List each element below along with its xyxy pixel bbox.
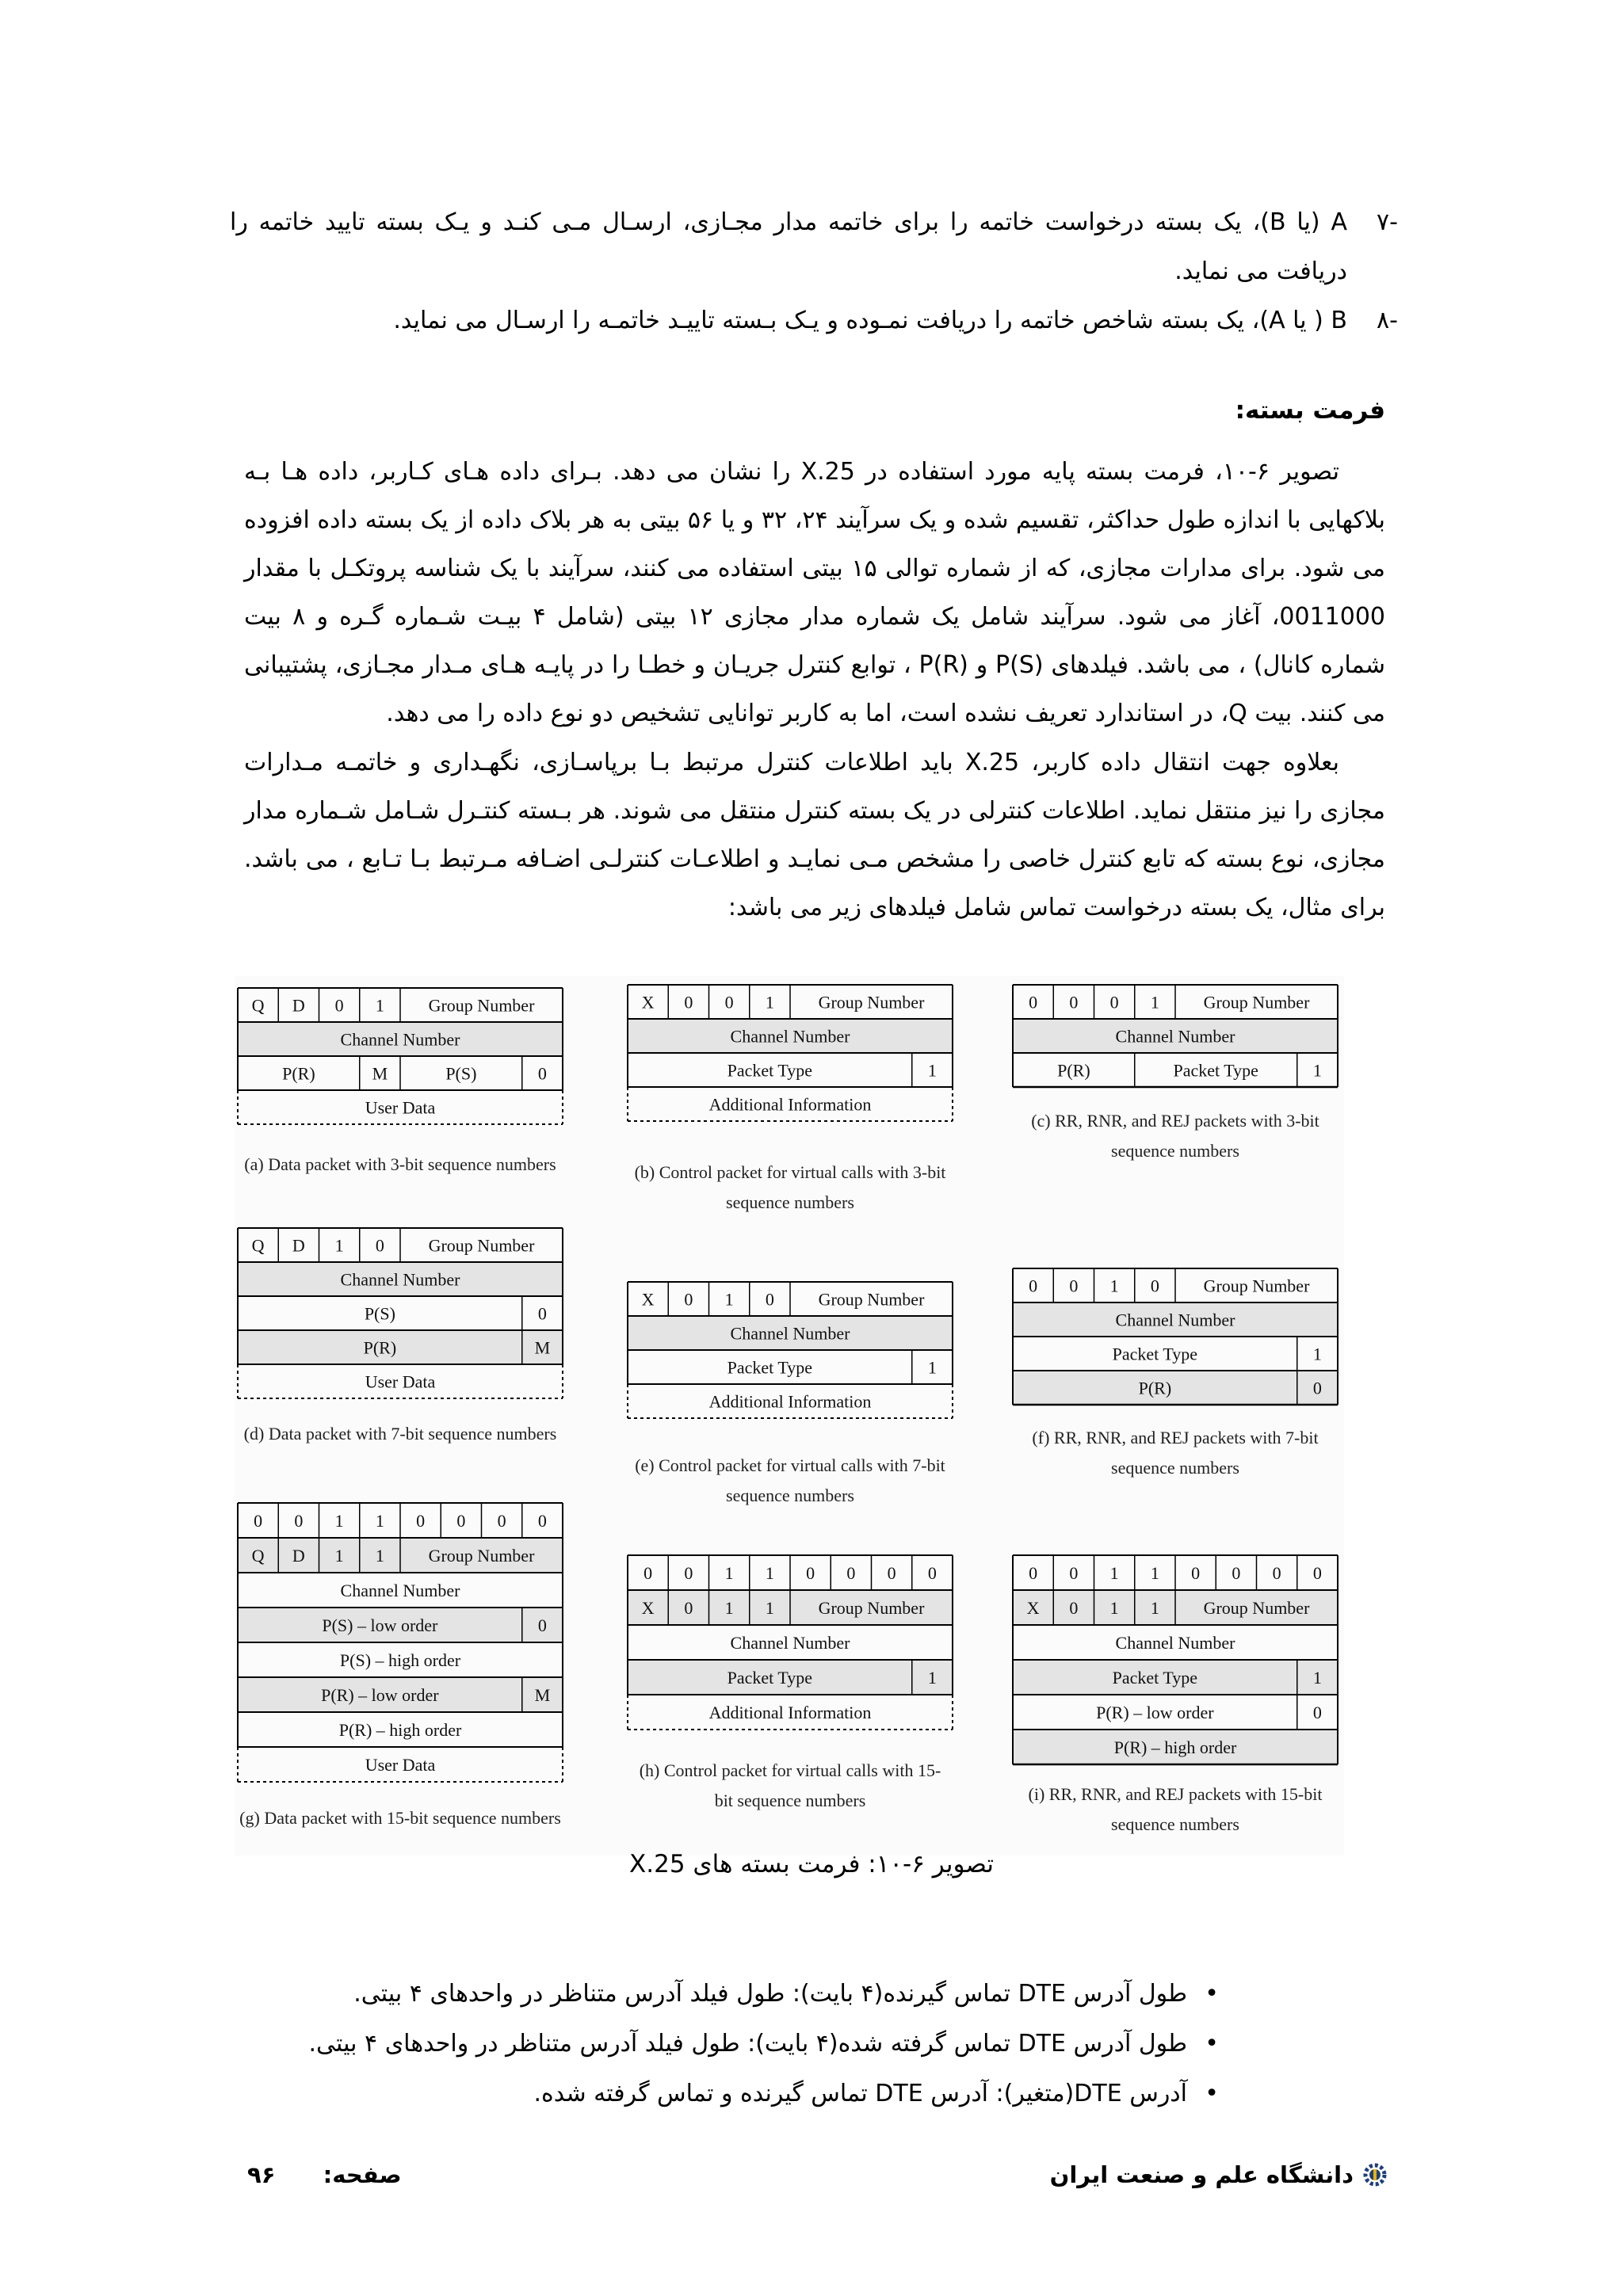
field-label: 0 [684,992,693,1013]
field-label: P(R) – high order [338,1720,462,1740]
packet-panel-e [628,1282,953,1505]
field-label: 1 [1109,1563,1119,1583]
field-label: 1 [334,1546,344,1566]
field-label: Additional Information [708,1703,872,1722]
field-label: Group Number [1203,992,1310,1013]
panel-caption: sequence numbers [1111,1141,1239,1161]
field-label: Packet Type [727,1060,813,1081]
field-label: 0 [1191,1563,1201,1583]
field-label: P(S) [364,1303,395,1324]
panel-caption: (e) Control packet for virtual calls with 7-bit [635,1455,945,1475]
packet-panel-b [628,985,953,1212]
footer-page-number [247,2161,402,2188]
field-label: 0 [1029,1563,1038,1583]
field-label: Group Number [1203,1276,1310,1296]
field-label: 1 [765,1563,774,1583]
field-label: 0 [1232,1563,1241,1583]
field-label: 0 [1069,1598,1079,1618]
page-label: صفحه: [323,2161,402,2188]
field-label: 1 [375,1511,384,1531]
field-label: 1 [724,1563,734,1583]
field-label: 0 [1150,1276,1159,1296]
field-label: Group Number [818,992,925,1013]
field-label: Channel Number [1115,1310,1235,1330]
field-label: X [641,1598,655,1618]
field-label: 0 [684,1563,693,1583]
field-label: 1 [1109,1276,1119,1296]
field-label: D [292,1235,305,1256]
field-label: 0 [1312,1703,1322,1722]
field-label: 0 [643,1563,653,1583]
field-label: 1 [927,1668,937,1688]
packet-panel-i [1013,1555,1338,1834]
packet-panel-c [1013,985,1338,1161]
field-label: 0 [537,1615,547,1635]
packet-format-diagrams [235,976,1344,1855]
field-label: 0 [1312,1563,1322,1583]
field-label: 0 [1069,992,1079,1013]
field-label: 1 [1150,992,1159,1013]
panel-caption: (g) Data packet with 15-bit sequence numbers [239,1808,561,1828]
field-label: Group Number [428,1546,535,1566]
paragraph-1: تصویر ۶-۱۰، فرمت بسته پایه مورد استفاده در X.25 را نشان می دهد. بـرای داده هـای کـاربر، داده هـا بـه بلاکهایی با اندازه طول حداکثر، تقسیم شده و یک سرآیند ۲۴، ۳۲ و یا ۵۶ بیتی به هر بلاک داده از یک بسته داده افزوده می شود. برای مدارات مجازی، که از شماره توالی ۱۵ بیتی استفاده می کنند، سرآیند با یک شناسه پروتکـل با مقدار 0011000، آغاز می شود. سرآیند شامل یک شماره مدار مجازی ۱۲ بیتی (شامل ۴ بیـت شـماره گـره و ۸ بیت شماره کانال) ، می باشد. فیلدهای P(S) و P(R) ، توابع کنترل جریـان و خطـا را در پایـه هـای مـدار مجـازی، پشتیبانی می کنند. بیت Q، در استاندارد تعریف نشده است، اما به کاربر توانایی تشخیص دو نوع داده را می دهد. [244,458,1386,727]
field-label: 1 [724,1598,734,1618]
field-label: Group Number [428,995,535,1016]
bullet-list [189,1969,1251,2119]
field-label: 0 [375,1235,384,1256]
field-label: Packet Type [727,1357,813,1378]
field-label: Q [251,995,265,1016]
field-label: 1 [375,995,384,1016]
field-label: Packet Type [1173,1060,1258,1081]
field-label: M [534,1337,551,1358]
field-label: 1 [1312,1060,1322,1081]
field-label: Channel Number [730,1323,850,1344]
field-label: P(R) – low order [321,1685,439,1705]
field-label: 0 [254,1511,263,1531]
bullet-item: • آدرس DTE(متغیر): آدرس DTE تماس گیرنده و تماس گرفته شده. [189,2069,1219,2119]
footer-university [1050,2161,1388,2188]
field-label: Packet Type [1112,1668,1198,1688]
field-label: 0 [537,1303,547,1324]
field-label: 1 [927,1357,937,1378]
bullet-item: • طول آدرس DTE تماس گیرنده(۴ بایت): طول فیلد آدرس متناظر در واحدهای ۴ بیتی. [189,1969,1219,2019]
field-label: 1 [334,1511,344,1531]
field-label: 0 [846,1563,856,1583]
panel-caption: (h) Control packet for virtual calls with 15- [639,1760,941,1780]
field-label: P(S) [445,1063,477,1084]
field-label: P(S) – low order [322,1615,438,1635]
list-item-7 [230,198,1398,296]
field-label: Packet Type [1112,1344,1198,1364]
field-label: 1 [724,1289,734,1310]
field-label: 1 [1109,1598,1119,1618]
panel-caption: (f) RR, RNR, and REJ packets with 7-bit [1032,1428,1319,1447]
packet-panel-a [238,988,563,1174]
field-label: P(S) – high order [339,1650,461,1670]
field-label: M [372,1063,388,1084]
list-item-number: -۸ [1377,307,1398,334]
panel-caption: (i) RR, RNR, and REJ packets with 15-bit [1028,1784,1323,1804]
packet-panel-f [1013,1268,1338,1478]
field-label: Q [251,1546,265,1566]
field-label: P(R) [1138,1378,1172,1398]
figure-caption: تصویر ۶-۱۰: فرمت بسته های X.25 [629,1850,994,1878]
field-label: 0 [1109,992,1119,1013]
university-logo-icon [1361,2161,1388,2188]
field-label: 1 [375,1546,384,1566]
field-label: 0 [1312,1378,1322,1398]
field-label: 0 [1029,1276,1038,1296]
field-label: User Data [365,1097,436,1118]
field-label: 0 [537,1511,547,1531]
field-label: Q [251,1235,265,1256]
list-item-8 [230,296,1398,345]
field-label: 0 [684,1598,693,1618]
packet-panel-g [238,1503,563,1828]
field-label: 0 [537,1063,547,1084]
field-label: User Data [365,1371,436,1392]
field-label: Channel Number [730,1026,850,1047]
field-label: P(R) – low order [1096,1703,1214,1722]
field-label: 0 [1069,1563,1079,1583]
field-label: Channel Number [1115,1633,1235,1653]
field-label: 0 [497,1511,506,1531]
panel-caption: sequence numbers [1111,1458,1239,1478]
field-label: P(R) – high order [1113,1737,1237,1757]
panel-caption: (d) Data packet with 7-bit sequence numbers [243,1424,557,1444]
field-label: 0 [887,1563,896,1583]
field-label: Group Number [818,1289,925,1310]
field-label: 0 [1272,1563,1281,1583]
field-label: 0 [684,1289,693,1310]
field-label: D [292,995,305,1016]
field-label: Channel Number [730,1633,850,1653]
field-label: Channel Number [340,1029,460,1050]
field-label: 0 [1069,1276,1079,1296]
panel-caption: bit sequence numbers [714,1791,866,1810]
field-label: X [1026,1598,1040,1618]
field-label: 1 [765,992,774,1013]
field-label: 1 [334,1235,344,1256]
field-label: Group Number [818,1598,925,1618]
field-label: 1 [1312,1668,1322,1688]
field-label: P(R) [1057,1060,1090,1081]
panel-caption: sequence numbers [726,1486,854,1505]
field-label: D [292,1546,305,1566]
field-label: Group Number [428,1235,535,1256]
field-label: User Data [365,1755,436,1775]
field-label: 0 [294,1511,304,1531]
field-label: 0 [724,992,734,1013]
page-number: ۹۶ [247,2161,276,2188]
field-label: M [534,1685,551,1705]
field-label: Channel Number [340,1269,460,1290]
paragraph-2: بعلاوه جهت انتقال داده کاربر، X.25 باید اطلاعات کنترل مرتبط بـا برپاسـازی، نگهـداری و خاتمـه مـدارات مجازی را نیز منتقل نماید. اطلاعات کنترلی در یک بسته کنترل منتقل می شوند. هر بـسته کنتـرل شـامل شـماره مدار مجازی، نوع بسته که تابع کنترل خاصی را مشخص مـی نمایـد و اطلاعـات کنترلـی اضـافه مـرتبط بـا تـابع ، می باشد. برای مثال، یک بسته درخواست تماس شامل فیلدهای زیر می باشد: [244,749,1385,921]
x25-packet-formats-figure [235,976,1344,1855]
section-heading: فرمت بسته: [1235,396,1385,425]
panel-caption: sequence numbers [1111,1814,1239,1834]
list-item-number: -۷ [1377,208,1398,236]
field-label: 0 [806,1563,815,1583]
packet-panel-h [628,1555,953,1810]
field-label: 1 [765,1598,774,1618]
field-label: 0 [1029,992,1038,1013]
field-label: Channel Number [1115,1026,1235,1047]
list-item-text: A (یا B)، یک بسته درخواست خاتمه را برای خاتمه مدار مجـازی، ارسـال مـی کنـد و یـک بسته تایید خاتمه را دریافت می نماید. [230,208,1347,285]
row-shading [1013,1371,1338,1405]
field-label: 0 [334,995,344,1016]
field-label: 0 [927,1563,937,1583]
packet-panel-d [238,1228,563,1444]
field-label: 0 [456,1511,466,1531]
panel-caption: (b) Control packet for virtual calls with 3-bit [634,1162,946,1182]
field-label: Group Number [1203,1598,1310,1618]
field-label: P(R) [282,1063,315,1084]
field-label: 1 [927,1060,937,1081]
list-item-text: B ( یا A)، یک بسته شاخص خاتمه را دریافت نمـوده و یـک بـسته تاییـد خاتمـه را ارسـال می نماید. [393,307,1347,334]
field-label: 1 [1312,1344,1322,1364]
field-label: 0 [765,1289,774,1310]
field-label: P(R) [363,1337,397,1358]
field-label: 0 [416,1511,426,1531]
field-label: Channel Number [340,1581,460,1600]
panel-caption: sequence numbers [726,1192,854,1212]
field-label: X [641,992,655,1013]
field-label: Additional Information [708,1094,872,1115]
row-shading [238,1330,563,1364]
panel-caption: (c) RR, RNR, and REJ packets with 3-bit [1031,1111,1319,1131]
panel-caption: (a) Data packet with 3-bit sequence numbers [244,1154,556,1174]
field-label: 1 [1150,1563,1159,1583]
university-name: دانشگاه علم و صنعت ایران [1049,2161,1354,2188]
field-label: Packet Type [727,1668,813,1688]
bullet-item: • طول آدرس DTE تماس گرفته شده(۴ بایت): طول فیلد آدرس متناظر در واحدهای ۴ بیتی. [189,2019,1219,2069]
field-label: 1 [1150,1598,1159,1618]
field-label: Additional Information [708,1391,872,1412]
field-label: X [641,1289,655,1310]
